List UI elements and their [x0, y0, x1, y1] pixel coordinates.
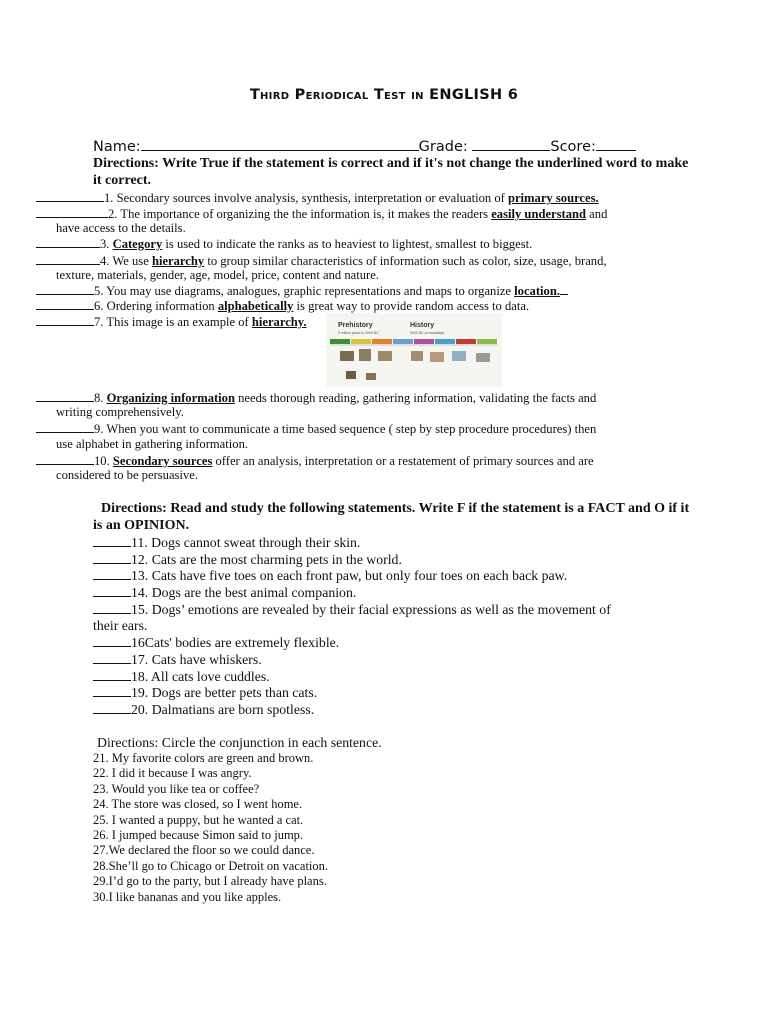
statement-text: 18. All cats love cuddles. [131, 668, 270, 684]
conjunction-item-28: 28.She’ll go to Chicago or Detroit on vacation. [93, 858, 329, 873]
conjunction-item-25: 25. I wanted a puppy, but he wanted a cat. [93, 812, 304, 827]
fact-opinion-item-20 [93, 701, 314, 719]
grade-blank[interactable] [472, 137, 550, 151]
answer-blank[interactable] [36, 190, 104, 202]
question-text: is used to indicate the ranks as to heaviest to lightest, smallest to biggest. [162, 237, 533, 251]
fact-opinion-item-15 [93, 601, 611, 619]
fact-opinion-item-15-continuation: their ears. [93, 617, 148, 633]
section3-directions: Directions: Circle the conjunction in each sentence. [97, 735, 382, 750]
question-text: is great way to provide random access to data. [293, 299, 530, 313]
underlined-word: Category [112, 237, 163, 251]
timeline-graphic [326, 313, 502, 387]
timeline-right-title: History [410, 322, 435, 329]
fact-opinion-item-19 [93, 684, 317, 702]
timeline-era-bar [435, 339, 455, 344]
answer-blank[interactable] [36, 453, 94, 465]
name-blank[interactable] [141, 137, 419, 151]
question-number: 4. [100, 254, 113, 268]
timeline-left-sub: 5 million years to 3000 BC [338, 331, 379, 335]
question-9 [36, 421, 596, 437]
question-text: Secondary sources involve analysis, synthesis, interpretation or evaluation of [116, 191, 508, 205]
question-10-continuation: considered to be persuasive. [56, 468, 198, 482]
question-8-continuation: writing comprehensively. [56, 405, 184, 419]
name-label: Name: [93, 139, 141, 155]
page-title: Third Periodical Test in ENGLISH 6 [249, 87, 519, 103]
answer-blank[interactable] [36, 390, 94, 402]
answer-blank[interactable] [93, 567, 131, 580]
answer-blank[interactable] [93, 534, 131, 547]
underlined-word: primary sources. [507, 191, 599, 205]
conjunction-item-22: 22. I did it because I was angry. [93, 766, 252, 781]
fact-opinion-item-16 [93, 634, 339, 652]
answer-blank[interactable] [36, 253, 100, 265]
fact-opinion-item-12 [93, 551, 402, 569]
underlined-word: alphabet [75, 437, 119, 451]
question-text: needs thorough reading, gathering information, validating the facts and [234, 391, 597, 405]
statement-text: 12. Cats are the most charming pets in the world. [131, 551, 402, 567]
conjunction-item-30: 30.I like bananas and you like apples. [93, 889, 282, 904]
question-number: 2. [108, 207, 121, 221]
conjunction-item-26: 26. I jumped because Simon said to jump. [93, 828, 304, 842]
conjunction-item-27: 27.We declared the floor so we could dance. [93, 843, 315, 858]
answer-blank[interactable] [93, 701, 131, 714]
question-10 [36, 453, 594, 469]
underlined-word: Organizing information [106, 391, 235, 405]
timeline-era-bar [393, 339, 413, 344]
section2-directions: Directions: Read and study the following statements. Write F if the statement is a FACT and O if it is an OPINION. [93, 501, 690, 533]
answer-blank[interactable] [93, 668, 131, 681]
question-text: and [586, 207, 608, 221]
fact-opinion-item-11 [93, 534, 360, 552]
answer-blank[interactable] [93, 651, 131, 664]
fact-opinion-item-18 [93, 668, 270, 686]
prehistory-history-timeline-image [326, 313, 502, 387]
answer-blank[interactable] [36, 283, 94, 295]
conjunction-item-29: 29.I’d go to the party, but I already have plans. [93, 874, 327, 889]
conjunction-item-23: 23. Would you like tea or coffee? [93, 781, 260, 796]
trailing-blank [560, 283, 568, 295]
question-text: use [56, 437, 76, 451]
answer-blank[interactable] [93, 634, 131, 647]
answer-blank[interactable] [36, 421, 94, 433]
statement-text: 11. Dogs cannot sweat through their skin. [131, 535, 361, 550]
section1-directions: Directions: Write True if the statement is correct and if it's not change the underlined word to make it correct. [93, 156, 689, 188]
question-text: When you want to communicate a time based sequence ( step by step procedure procedures) then [106, 422, 597, 436]
fact-opinion-item-14 [93, 584, 356, 602]
question-9-continuation [56, 437, 248, 452]
statement-text: 15. Dogs’ emotions are revealed by their facial expressions as well as the movement of [131, 601, 611, 617]
answer-blank[interactable] [93, 684, 131, 697]
answer-blank[interactable] [36, 298, 94, 310]
statement-text: 19. Dogs are better pets than cats. [131, 685, 318, 701]
question-2 [36, 206, 607, 222]
conjunction-item-21: 21. My favorite colors are green and brown. [93, 751, 314, 765]
question-text: Ordering information [106, 299, 218, 313]
question-text: The importance of organizing the the information is, it makes the readers [120, 207, 492, 221]
fact-opinion-item-13 [93, 567, 567, 585]
grade-label: Grade: [418, 139, 468, 155]
timeline-era-bar [330, 339, 350, 344]
statement-text: 20. Dalmatians are born spotless. [131, 702, 315, 717]
question-7 [36, 314, 307, 330]
statement-text: 17. Cats have whiskers. [131, 651, 262, 667]
timeline-era-bar [351, 339, 371, 344]
fact-opinion-item-17 [93, 651, 262, 669]
question-text: to group similar characteristics of information such as color, size, usage, brand, [204, 254, 607, 268]
question-number: 3. [100, 237, 113, 251]
question-4-continuation: texture, materials, gender, age, model, price, content and nature. [56, 268, 379, 282]
question-number: 6. [94, 299, 107, 313]
answer-blank[interactable] [93, 584, 131, 597]
answer-blank[interactable] [93, 601, 131, 614]
question-number: 9. [94, 422, 107, 436]
question-4 [36, 253, 607, 269]
question-text: You may use diagrams, analogues, graphic representations and maps to organize [106, 284, 515, 298]
question-text: This image is an example of [106, 315, 252, 329]
question-text: We use [112, 254, 152, 268]
underlined-word: hierarchy [151, 254, 205, 268]
question-text: offer an analysis, interpretation or a restatement of primary sources and are [212, 454, 594, 468]
question-8 [36, 390, 596, 406]
timeline-era-bar [456, 339, 476, 344]
question-5 [36, 283, 568, 299]
underlined-word: location. [514, 284, 560, 298]
timeline-era-bar [477, 339, 497, 344]
score-blank[interactable] [596, 137, 636, 151]
answer-blank[interactable] [36, 236, 100, 248]
timeline-era-bar [372, 339, 392, 344]
statement-text: 13. Cats have five toes on each front paw, but only four toes on each back paw. [131, 568, 568, 584]
question-number: 1. [104, 191, 117, 205]
answer-blank[interactable] [36, 206, 108, 218]
underlined-word: easily understand [491, 207, 587, 221]
statement-text: 16Cats' bodies are extremely flexible. [131, 635, 340, 651]
score-label: Score: [550, 139, 596, 155]
question-text: in gathering information. [118, 437, 249, 451]
question-number: 8. [94, 391, 107, 405]
question-number: 10. [94, 454, 113, 468]
question-3 [36, 236, 532, 252]
underlined-word: Secondary sources [112, 454, 213, 468]
timeline-right-sub: 3000 BC to nowadays [410, 331, 445, 335]
timeline-era-bar [414, 339, 434, 344]
underlined-word: hierarchy. [251, 315, 307, 329]
statement-text: 14. Dogs are the best animal companion. [131, 585, 357, 601]
question-number: 7. [94, 315, 107, 329]
question-number: 5. [94, 284, 107, 298]
name-grade-score-line [93, 137, 636, 155]
answer-blank[interactable] [93, 551, 131, 564]
question-1 [36, 190, 599, 206]
question-2-continuation: have access to the details. [56, 221, 186, 235]
answer-blank[interactable] [36, 314, 94, 326]
underlined-word: alphabetically [217, 299, 294, 313]
timeline-left-title: Prehistory [338, 322, 373, 329]
conjunction-item-24: 24. The store was closed, so I went home. [93, 797, 303, 812]
question-6 [36, 298, 529, 314]
